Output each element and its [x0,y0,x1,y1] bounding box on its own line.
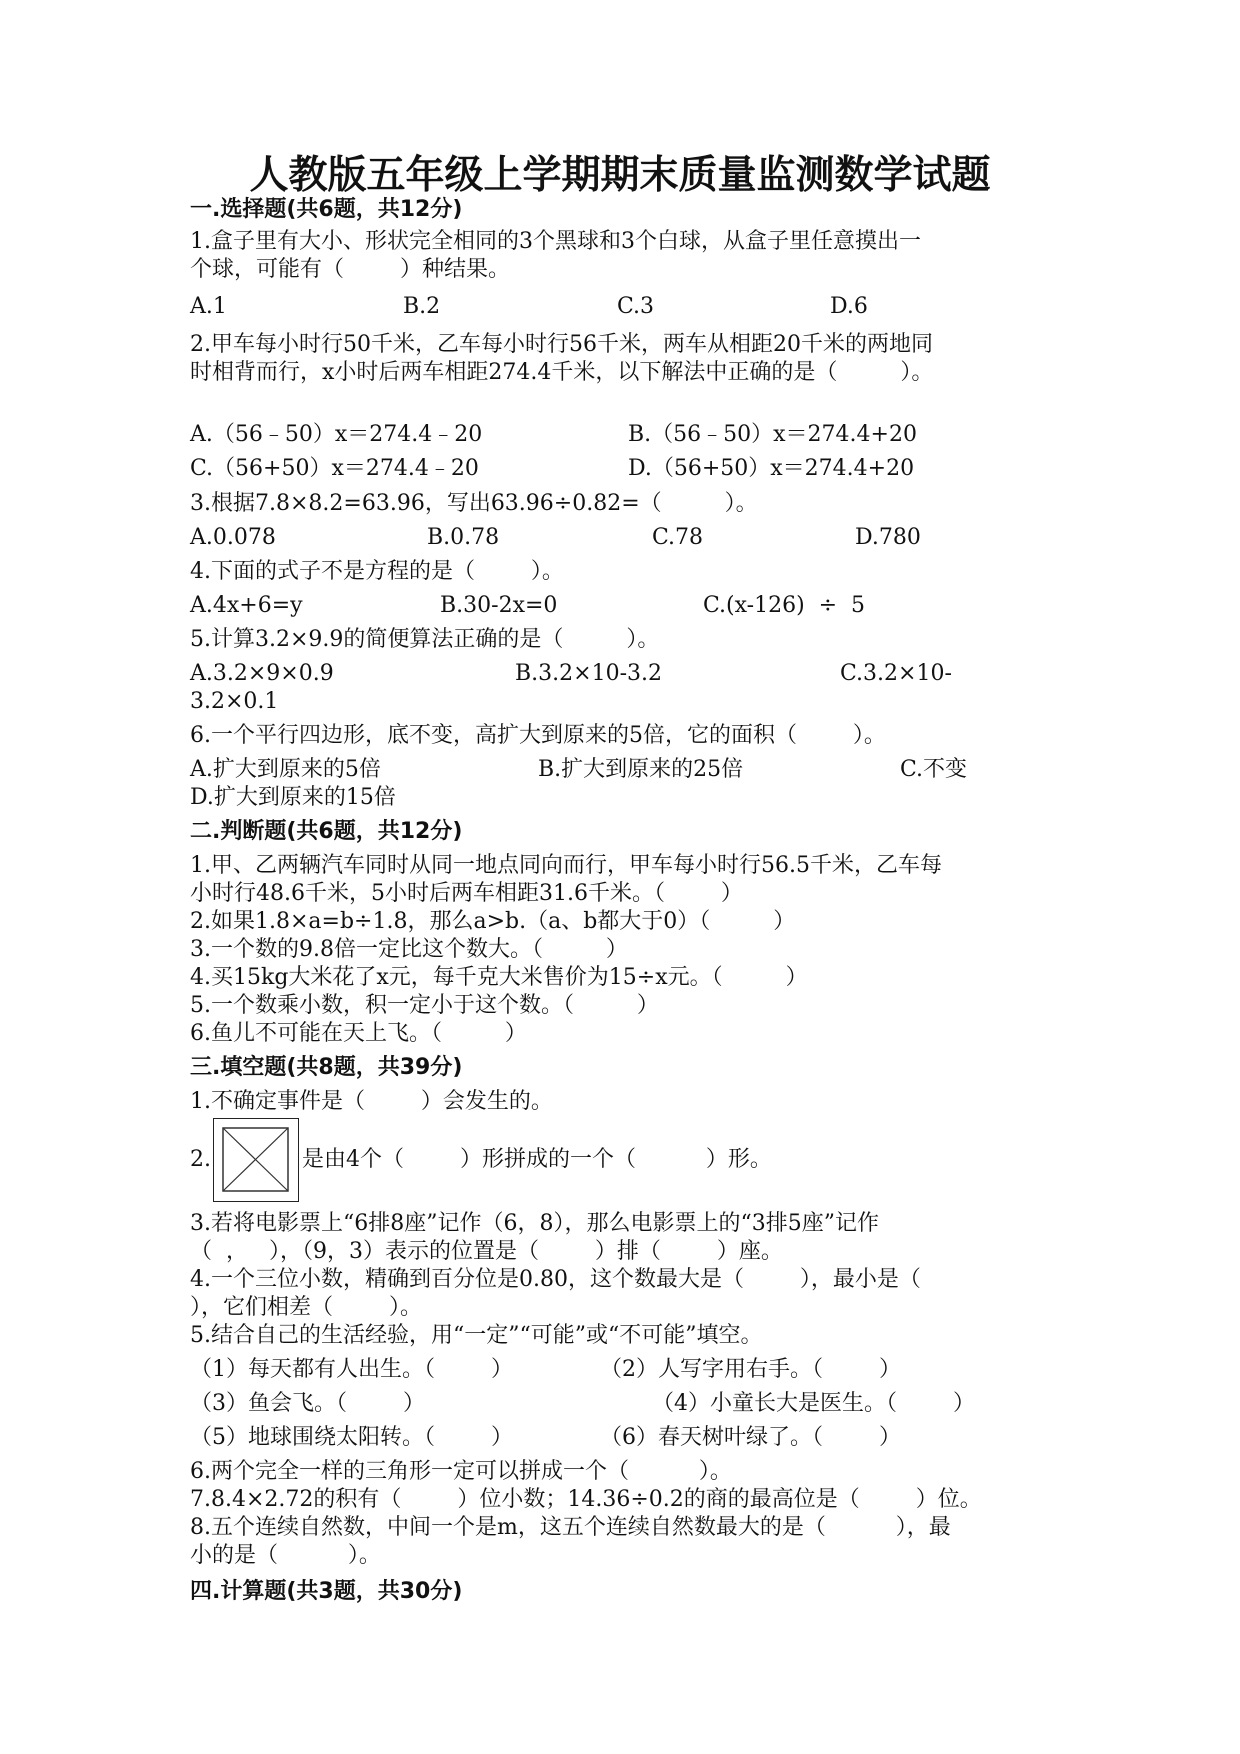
square-figure [213,1118,299,1202]
choice-q4-stem: 4.下面的式子不是方程的是（ ）。 [190,559,564,584]
judge-q1-line2: 小时行48.6千米，5小时后两车相距31.6千米。（ ） [190,881,743,906]
choice-q6-stem: 6.一个平行四边形，底不变，高扩大到原来的5倍，它的面积（ ）。 [190,723,886,748]
fill-q5-item1: （1）每天都有人出生。（ ） [190,1357,513,1382]
choice-q4-option-c: C.(x-126) ÷ 5 [703,593,866,618]
judge-q1-line1: 1.甲、乙两辆汽车同时从同一地点同向而行，甲车每小时行56.5千米，乙车每 [190,853,942,878]
choice-q2-option-a: A.（56﹣50）x＝274.4﹣20 [190,422,483,447]
fill-q5-item4: （4）小童长大是医生。（ ） [652,1391,975,1416]
section-heading-choice: 一.选择题(共6题，共12分) [190,197,463,222]
choice-q5-option-c: C.3.2×10- [840,661,952,686]
judge-q5: 5.一个数乘小数，积一定小于这个数。（ ） [190,993,659,1018]
choice-q5-stem: 5.计算3.2×9.9的简便算法正确的是（ ）。 [190,627,660,652]
choice-q2-stem-line1: 2.甲车每小时行50千米，乙车每小时行56千米，两车从相距20千米的两地同 [190,332,933,357]
choice-q6-option-a: A.扩大到原来的5倍 [190,757,381,782]
choice-q1-option-a: A.1 [190,294,227,319]
fill-q2-number: 2. [190,1147,211,1172]
choice-q1-option-c: C.3 [617,294,655,319]
choice-q2-stem-line2: 时相背而行，x小时后两车相距274.4千米，以下解法中正确的是（ ）。 [190,360,934,385]
choice-q3-option-b: B.0.78 [427,525,500,550]
choice-q3-option-d: D.780 [855,525,921,550]
judge-q4: 4.买15kg大米花了x元，每千克大米售价为15÷x元。（ ） [190,965,808,990]
choice-q4-option-b: B.30-2x=0 [440,593,558,618]
choice-q1-option-d: D.6 [830,294,868,319]
judge-q6: 6.鱼儿不可能在天上飞。（ ） [190,1021,527,1046]
choice-q3-option-c: C.78 [652,525,704,550]
section-heading-calc: 四.计算题(共3题，共30分) [190,1579,463,1604]
judge-q3: 3.一个数的9.8倍一定比这个数大。（ ） [190,937,628,962]
page-title: 人教版五年级上学期期末质量监测数学试题 [249,153,991,198]
fill-q1: 1.不确定事件是（ ）会发生的。 [190,1089,553,1114]
fill-q4-line1: 4.一个三位小数，精确到百分位是0.80，这个数最大是（ ），最小是（ [190,1267,921,1292]
fill-q4-line2: ），它们相差（ ）。 [190,1295,422,1320]
choice-q5-option-b: B.3.2×10-3.2 [515,661,662,686]
judge-q2: 2.如果1.8×a=b÷1.8，那么a>b.（a、b都大于0）（ ） [190,909,796,934]
fill-q5-item3: （3）鱼会飞。（ ） [190,1391,425,1416]
fill-q8-line1: 8.五个连续自然数，中间一个是m，这五个连续自然数最大的是（ ），最 [190,1515,951,1540]
square-with-diagonals-icon [222,1127,289,1192]
fill-q2-text: 是由4个（ ）形拼成的一个（ ）形。 [302,1147,772,1172]
fill-q5-item2: （2）人写字用右手。（ ） [600,1357,901,1382]
fill-q8-line2: 小的是（ ）。 [190,1543,381,1568]
choice-q1-option-b: B.2 [403,294,441,319]
choice-q2-option-d: D.（56+50）x＝274.4+20 [628,456,915,481]
fill-q3-line1: 3.若将电影票上“6排8座”记作（6，8），那么电影票上的“3排5座”记作 [190,1211,879,1236]
choice-q5-option-c-continued: 3.2×0.1 [190,689,279,714]
fill-q5-stem: 5.结合自己的生活经验，用“一定”“可能”或“不可能”填空。 [190,1323,763,1348]
choice-q6-option-d: D.扩大到原来的15倍 [190,785,396,810]
choice-q2-option-b: B.（56﹣50）x＝274.4+20 [628,422,917,447]
choice-q1-stem-line2: 个球，可能有（ ）种结果。 [190,257,510,282]
fill-q7: 7.8.4×2.72的积有（ ）位小数；14.36÷0.2的商的最高位是（ ）位。 [190,1487,982,1512]
section-heading-fill: 三.填空题(共8题，共39分) [190,1055,463,1080]
fill-q5-item6: （6）春天树叶绿了。（ ） [600,1425,901,1450]
fill-q5-item5: （5）地球围绕太阳转。（ ） [190,1425,513,1450]
choice-q6-option-c: C.不变 [900,757,968,782]
choice-q4-option-a: A.4x+6=y [190,593,303,618]
fill-q6: 6.两个完全一样的三角形一定可以拼成一个（ ）。 [190,1459,732,1484]
choice-q5-option-a: A.3.2×9×0.9 [190,661,334,686]
choice-q6-option-b: B.扩大到原来的25倍 [538,757,744,782]
choice-q2-option-c: C.（56+50）x＝274.4﹣20 [190,456,479,481]
choice-q3-option-a: A.0.078 [190,525,276,550]
choice-q3-stem: 3.根据7.8×8.2=63.96，写出63.96÷0.82=（ ）。 [190,491,758,516]
choice-q1-stem-line1: 1.盒子里有大小、形状完全相同的3个黑球和3个白球，从盒子里任意摸出一 [190,229,921,254]
section-heading-judge: 二.判断题(共6题，共12分) [190,819,463,844]
fill-q3-line2: （ ， ），（9，3）表示的位置是（ ）排（ ）座。 [190,1239,783,1264]
